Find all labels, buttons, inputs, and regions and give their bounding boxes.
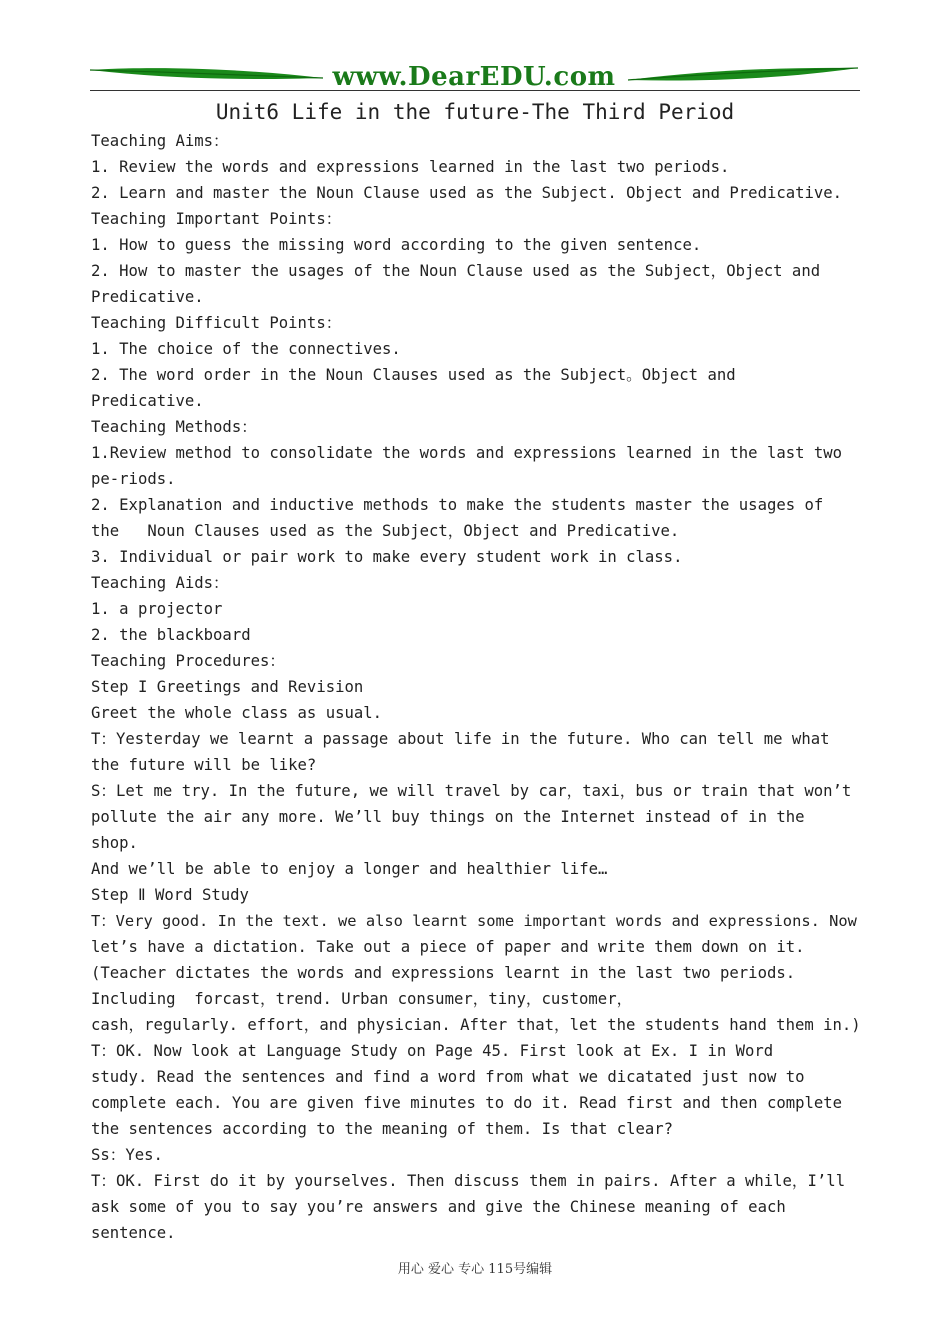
text-line: Greet the whole class as usual. [91,704,383,722]
text-line: Predicative. [91,288,204,306]
page-footer: 用心 爱心 专心 115号编辑 [397,1262,553,1277]
text-line: 2. the blackboard [91,626,251,644]
text-line: Step I Greetings and Revision [91,678,364,696]
text-line: 1. a projector [91,600,223,618]
document-title: Unit6 Life in the future-The Third Period [215,100,735,124]
text-line: shop. [91,834,138,852]
text-line: 1.Review method to consolidate the words and expressions learned in the last two [91,444,843,462]
site-logo-text: www.DearEDU.com [332,62,616,92]
text-line: Step Ⅱ Word Study [91,886,249,904]
text-line: cash，regularly. effort，and physician. After that，let the students hand them in.) [91,1016,861,1034]
site-banner [88,58,860,98]
text-line: Teaching Aids： [91,574,229,592]
text-line: 2. How to master the usages of the Noun Clause used as the Subject，Object and [91,262,821,280]
text-line: 1. The choice of the connectives. [91,340,401,358]
text-line: T：Very good. In the text. we also learnt some important words and expressions. Now [91,912,857,930]
text-line: And we’ll be able to enjoy a longer and healthier life… [91,860,608,878]
text-line: 1. Review the words and expressions learned in the last two periods. [91,158,730,176]
text-line: 2. Explanation and inductive methods to make the students master the usages of [91,496,824,514]
text-line: (Teacher dictates the words and expressions learnt in the last two periods. [91,964,796,982]
text-line: let’s have a dictation. Take out a piece of paper and write them down on it. [91,938,805,956]
text-line: pe-riods. [91,470,176,488]
text-line: 3. Individual or pair work to make every student work in class. [91,548,683,566]
text-line: the sentences according to the meaning of them. Is that clear? [91,1120,674,1138]
text-line: sentence. [91,1224,176,1242]
header-divider [90,90,860,91]
text-line: 2. Learn and master the Noun Clause used as the Subject. Object and Predicative. [91,184,843,202]
text-line: T：OK. First do it by yourselves. Then discuss them in pairs. After a while，I’ll [91,1172,846,1190]
text-line: Teaching Procedures： [91,652,285,670]
text-line: 2. The word order in the Noun Clauses used as the Subject。Object and [91,366,736,384]
text-line: 1. How to guess the missing word according to the given sentence. [91,236,702,254]
text-line: T：OK. Now look at Language Study on Page 45. First look at Ex. I in Word [91,1042,774,1060]
text-line: complete each. You are given five minutes to do it. Read first and then complete [91,1094,843,1112]
text-line: the future will be like? [91,756,317,774]
text-line: T：Yesterday we learnt a passage about life in the future. Who can tell me what [91,730,830,748]
text-line: Including forcast，trend. Urban consumer，tiny，customer， [91,990,633,1008]
text-line: Teaching Methods： [91,418,257,436]
text-line: Teaching Aims： [91,132,229,150]
text-line: ask some of you to say you’re answers and give the Chinese meaning of each [91,1198,786,1216]
text-line: S：Let me try. In the future, we will travel by car，taxi，bus or train that won’t [91,782,852,800]
text-line: Teaching Difficult Points： [91,314,342,332]
text-line: study. Read the sentences and find a word from what we dicatated just now to [91,1068,805,1086]
text-line: the Noun Clauses used as the Subject，Object and Predicative. [91,522,680,540]
text-line: pollute the air any more. We’ll buy things on the Internet instead of in the [91,808,805,826]
text-line: Teaching Important Points： [91,210,342,228]
text-line: Predicative. [91,392,204,410]
text-line: Ss：Yes. [91,1146,163,1164]
document-body [91,128,863,1246]
